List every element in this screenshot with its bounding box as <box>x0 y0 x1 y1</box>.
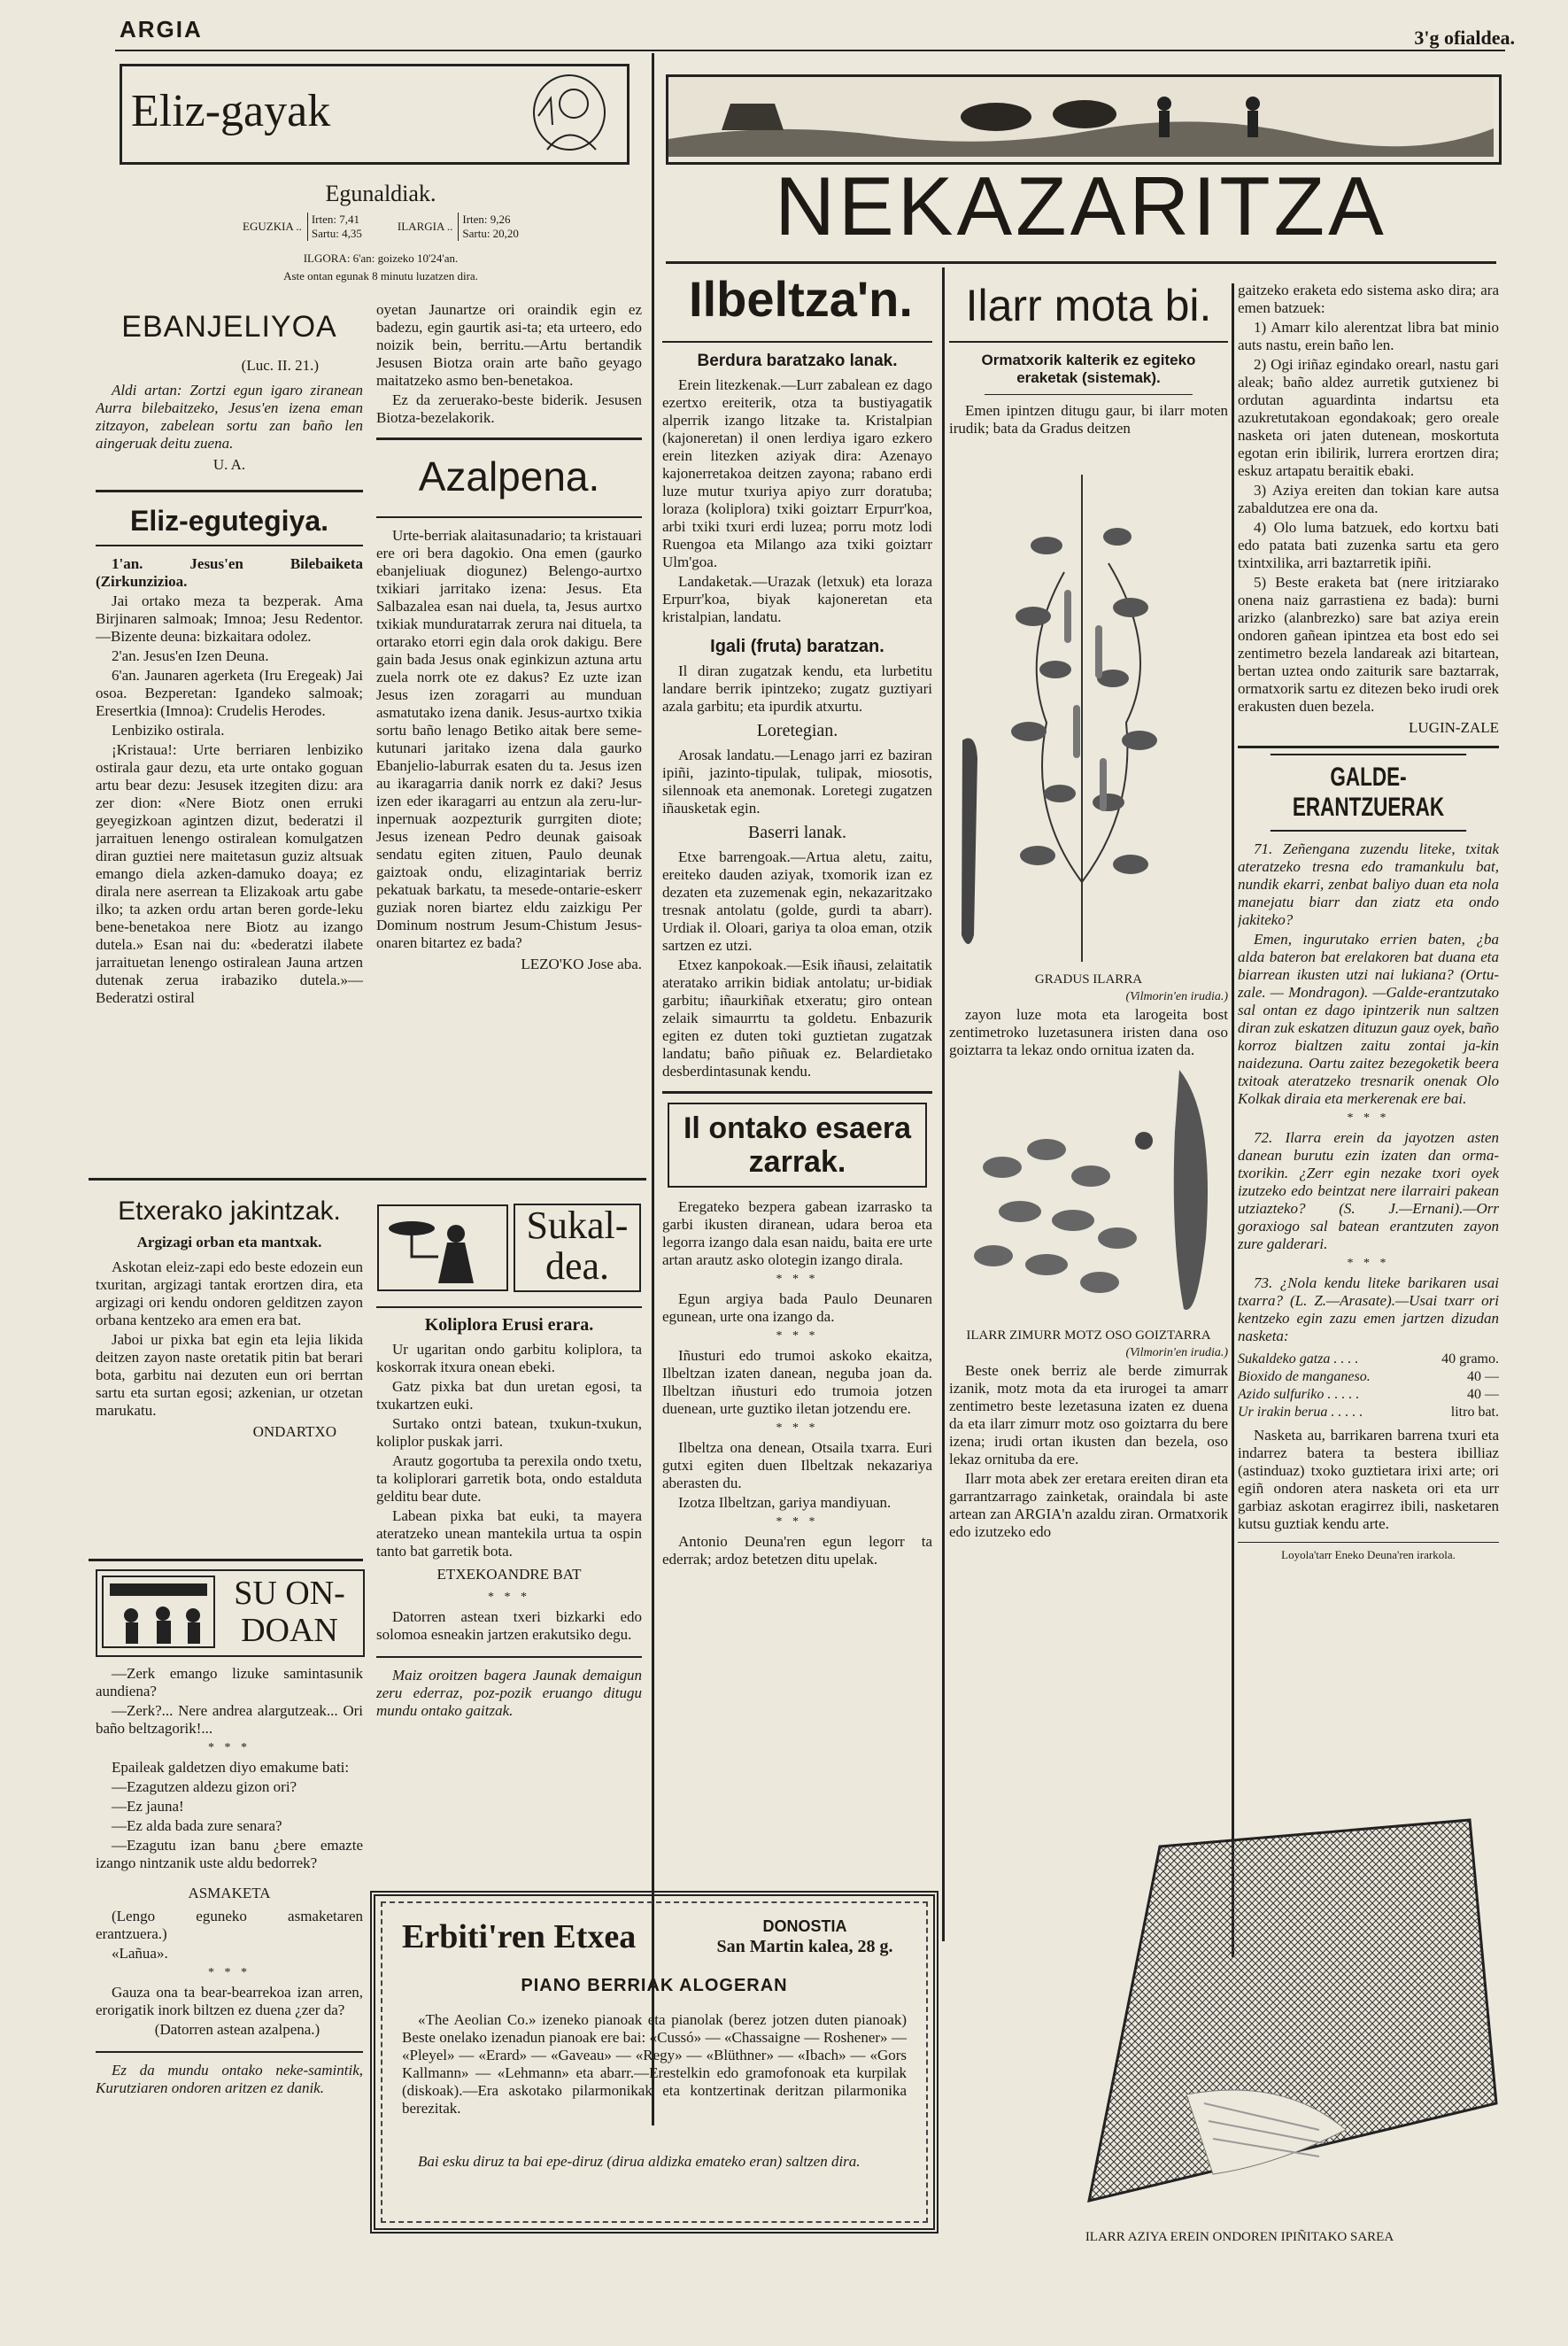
koliplora-step: Surtako ontzi batean, txukun-txukun, koliplor puskak jarri. <box>376 1415 642 1450</box>
section-rule <box>666 261 1496 264</box>
galde-text: 71. Zeñengana zuzendu liteke, txitak ateratzeko tresna edo tramankulu bat, nundik ekarri, zenbat baliyo duan eta nola manejatu biarr dan ziatz eta ondo jakiteko? <box>1238 840 1499 928</box>
etxerako-title: Etxerako jakintzak. <box>118 1196 341 1226</box>
ebanjeliyoa-sign: U. A. <box>212 456 246 473</box>
farm-scene-illustration-icon <box>668 77 1494 157</box>
continuation-text: oyetan Jaunartze ori oraindik egin ez badezu, egin gaurtik asi-ta; eta urteero, edo noizik bein, berritu.—Artu bertandik Jesusen Biotza orain arte baño geyago maitatzeko asmo ben-benetakoa. <box>376 301 642 389</box>
ilar-subtitle: Ormatxorik kalterik ez egiteko eraketak (sistemak). <box>981 352 1196 386</box>
koliplora-step: Gatz pixka bat dun uretan egosi, ta txukartzen euki. <box>376 1378 642 1413</box>
recipe-row: Azido sulfuriko . . . . . 40 — <box>1238 1387 1499 1402</box>
stars-divider: * * * <box>208 1741 251 1754</box>
asmaketa-title: ASMAKETA <box>188 1885 271 1901</box>
fireside-illustration-icon <box>101 1575 216 1649</box>
closing-quote: Ez da mundu ontako neke-samintik, Kurutziaren ondoren aritzen ez danik. <box>96 2062 363 2096</box>
koliplora-step: Labean pixka bat euki, ta mayera ateratzeko unean mantekila urtua ta ospin tanto bat garretik bota. <box>376 1507 642 1560</box>
column-4 <box>949 341 1228 1864</box>
continuation-text: Ez da zeruerako-beste biderik. Jesusen Biotza-bezelakorik. <box>376 391 642 426</box>
esaera-text: Egun argiya bada Paulo Deunaren egunean, urte ona izango da. <box>662 1290 932 1325</box>
recipe-row: Bioxido de manganeso. 40 — <box>1238 1369 1499 1384</box>
section-rule <box>89 1178 646 1181</box>
ilar-title: Ilarr mota bi. <box>965 281 1212 330</box>
page-number: 3'g ofialdea. <box>1414 27 1515 49</box>
ebanjeliyoa-text: Aldi artan: Zortzi egun igaro ziranean Aurra bilebaitzeko, Jesus'en izena eman zitzayon, zabelean sortu zan baño len aingeruak deitu zuena. <box>96 382 363 452</box>
col5-text: 1) Amarr kilo alerentzat libra bat minio auts nastu, erein baño len. <box>1238 319 1499 353</box>
dwarf-pea-plant-illustration-icon <box>949 1061 1228 1327</box>
short-rule <box>985 394 1193 395</box>
ad-piano-heading: PIANO BERRIAK ALOGERAN <box>521 1976 788 1995</box>
dialog-line: Epaileak galdetzen diyo emakume bati: <box>112 1759 350 1776</box>
stars-divider: * * * <box>776 1421 819 1435</box>
masthead-left: ARGIA <box>120 16 203 43</box>
ad-body: «The Aeolian Co.» izeneko pianoak eta pianolak (berez jotzen duten pianoak) Beste onelako izenadun pianoak ere bai: «Cussó» — «Chassaigne — Roshener» — «Pleyel» — «Erard» — «Gaveau» — «Regy» — «Blüthner» — «Ibach» — «Gors Kallmann» — «Lehmann» eta abarr.—Erestelkin edo gramofonoak eta kurpilak (diskoak).—Era askotako pilarmonikak eta kontzertinak deritzan pilarmonika berezitak. <box>402 2011 907 2117</box>
egutegiya-entry: 2'an. Jesus'en Izen Deuna. <box>112 647 269 664</box>
esaera-text: Ilbeltza ona denean, Otsaila txarra. Euri gutxi egiten duen Ilbeltzak nekazariya aberasten du. <box>662 1439 932 1491</box>
stars-divider: * * * <box>776 1329 819 1343</box>
su-ondoan-title: SU ON- DOAN <box>234 1575 345 1649</box>
koliplora-section <box>376 1306 642 1873</box>
esaera-text: Iñusturi edo trumoi askoko ekaitza, Ilbeltzan izaten danean, neguba joan da. Ilbeltzan iñusturi edo trumoia jotzen duenean, urte guztiko iletan jotzendu ere. <box>662 1347 932 1417</box>
section-rule <box>662 341 932 343</box>
stars-divider: * * * <box>208 1966 251 1979</box>
ilbeltza-title: Ilbeltza'n. <box>689 271 913 327</box>
asmaketa-line: «Lañua». <box>112 1945 168 1962</box>
section-rule <box>89 1559 363 1561</box>
recipe-row: Sukaldeko gatza . . . . 40 gramo. <box>1238 1351 1499 1367</box>
asmaketa-line: Gauza ona ta bear-bearrekoa izan arren, erorigatik inork biltzen ez duena ¿zer da? <box>96 1984 363 2018</box>
koliplora-step: Ur ugaritan ondo garbitu koliplora, ta koskorrak itxura onean ebeki. <box>376 1341 642 1375</box>
dialog-line: —Ez alda bada zure senara? <box>112 1817 282 1834</box>
column-2 <box>376 301 642 1187</box>
etxekoandre-sign: ETXEKOANDRE BAT <box>436 1566 582 1583</box>
galde-text: 72. Ilarra erein da jayotzen asten danean burutu ezin izaten dan orma-txorikin. ¿Zerr egin nezake txori oyek izutzeko edo beintzat nere ilarrairi pakean utziazteko? (S. J.—Ernani).—Orr goraxiogo sal batean erantzuten zayon zure galderari. <box>1238 1129 1499 1252</box>
ad-company-name: Erbiti'ren Etxea <box>402 1918 637 1955</box>
moon-rise: Irten: 9,26 <box>462 213 511 226</box>
gradus-caption: GRADUS ILARRA <box>1034 972 1143 987</box>
section-rule <box>949 341 1228 343</box>
asmaketa-line: (Datorren astean azalpena.) <box>154 2021 321 2038</box>
egutegiya-entry: 6'an. Jaunaren agerketa (Iru Eregeak) Jai osoa. Bezperetan: Igandeko salmoak; Eresertkia (Imnoa): Crudelis Herodes. <box>96 667 363 719</box>
moon-set: Sartu: 20,20 <box>462 227 519 240</box>
stars-divider: * * * <box>776 1515 819 1529</box>
azalpena-text: Urte-berriak alaitasunadario; ta kristauari ere ori bera dagokio. Ona emen (gaurko ebanjeliuak diogunez) Belengo-aurtxo txikiari jarritako izena: Jesus. Eta Salbazalea esan nai duela, ta, Jesus aurtxo txikiak munduratarrak zerura nai dituela, ta ortarako etorri egin dala orok dakigu. Bere gain bada Jesus onak eginkizun aztuna artu zuela norrk ote ez dakus? Ez uzte izan Jesus izen zoragarri au munduan asmatutako izena danik. Jesus-aurtxo txikia sortu baño lenago Betiko aitak bere seme-kutunari jaritako izena dala gaurko Ebanjelio-laburrak esaten du ta. Jesus izen au ikaragarria danik norrk ez daki? Jesus izen eder ikaragarri au entzun ala zeru-lur-inpernuak aozpezturik gurrgiten diote; Jesus izenean Pedro deunak gaisoak sendatu egiten zituen, Paulo deunak gaiztoak ondu, elizagintariak berriz pekatuak barkatu, ta mesede-ontarie-eskerr guziak noren biartez eldu zaizkigu Per Dominum nostrum Jesum-Chistum Jesus-onaren bitartez ez bada? <box>376 527 642 951</box>
eliz-gayak-banner <box>120 64 630 165</box>
ad-city: DONOSTIA <box>762 1917 847 1935</box>
recipe-table <box>1238 1351 1499 1421</box>
vilmorin-credit-2: (Vilmorin'en irudia.) <box>1125 1346 1228 1359</box>
loretegian-title: Loretegian. <box>756 721 838 740</box>
azalpena-sign: LEZO'KO Jose aba. <box>521 956 642 972</box>
col5-text: gaitzeko eraketa edo sistema asko dira; ara emen batzuek: <box>1238 282 1499 316</box>
esaera-title: Il ontako esaera zarrak. <box>668 1103 927 1188</box>
ad-terms: Bai esku diruz ta bai epe-diruz (dirua aldizka emateko eran) saltzen dira. <box>418 2153 861 2170</box>
dialog-line: —Ezagutzen aldezu gizon ori? <box>112 1778 297 1795</box>
section-rule <box>376 1656 642 1658</box>
egutegiya-entry: Jai ortako meza ta bezperak. Ama Birjinaren salmoak; Imnoa; Jesu Redentor.—Bizente deuna: bizkaitara odolez. <box>96 592 363 645</box>
esaera-text: Antonio Deuna'ren egun legorr ta ederrak; ardoz betetzen ditu upelak. <box>662 1533 932 1568</box>
luc-reference: (Luc. II. 21.) <box>241 357 319 374</box>
stars-divider: * * * <box>776 1273 819 1286</box>
stars-divider: * * * <box>1347 1111 1390 1125</box>
column-divider <box>942 267 945 1941</box>
chef-illustration-icon <box>376 1204 509 1292</box>
asmaketa-line: (Lengo eguneko asmaketaren erantzuera.) <box>96 1908 363 1942</box>
short-rule <box>1238 1542 1499 1543</box>
berdura-title: Berdura baratzako lanak. <box>697 352 898 370</box>
ilar-after-2: Ilarr mota abek zer eretara ereiten diran eta garrantzarrago zainketak, oraindala bi aste artean zan ARGIA'n azaldu ziran. Ormatxorik edo izutzeko edo <box>949 1470 1228 1540</box>
egutegiya-title: Eliz-egutegiya. <box>129 505 329 537</box>
sukaldea-banner <box>376 1200 642 1297</box>
dialog-line: —Ezagutu izan banu ¿bere emazte izango nintzanik uste aldu bedorrek? <box>96 1837 363 1871</box>
landaketak-text: Landaketak.—Urazak (letxuk) eta loraza Erpurr'koa, biyak kajoneretan eta kristalpian, landatu. <box>662 573 932 625</box>
stars-divider: * * * <box>488 1591 530 1604</box>
sukaldea-title: Sukal- dea. <box>514 1204 641 1292</box>
sun-label: EGUZKIA .. <box>243 220 302 233</box>
dialog-line: —Zerk emango lizuke samintasunik aundiena? <box>96 1665 363 1699</box>
col5-text: 3) Aziya ereiten dan tokian kare autsa zabaldutzea ere ona da. <box>1238 482 1499 516</box>
loyola-imprint: Loyola'tarr Eneko Deuna'ren irarkola. <box>1281 1548 1456 1561</box>
esaera-text: Eregateko bezpera gabean izarrasko ta garbi ikusten diranean, udara beroa eta legorra izango dala esan naidu, baita ere urte artan arautz asko olotegin izango dirala. <box>662 1198 932 1268</box>
sun-rise: Irten: 7,41 <box>311 213 359 226</box>
section-rule <box>96 490 363 492</box>
section-rule <box>96 545 363 546</box>
erein-text: Erein litezkenak.—Lurr zabalean ez dago ezertxo ereiterik, otza ta bustiyagatik alperrik izango litzake ta. Kristalpian (kajoneretan) il onen lerdiya igaro ezkero erein litezken aziyak dira: Azenayo kajonerretakoa deitzen zayona; rabano erdi luze mutur txuriya apiyo zurr doratuba; loraza (koliplora) txiki goiztarr Erpurr'koa, arbi txiki txuri erdi luzea; porru motz lodi Ruengoa eta Milango aza txiki goiztarr Ulm'goa. <box>662 376 932 570</box>
column-divider <box>1232 283 1234 1957</box>
col5-text: 4) Olo luma batzuek, edo kortxu bati edo patata bati zuzenka sartu eta gero txintxilika, arri baztarretik ipiñi. <box>1238 519 1499 571</box>
ilar-after-1: zayon luze mota eta larogeita bost zentimetroko luzetasunera iristen dana oso goiztarra ta lekaz ondo ornitua izaten da. <box>949 1006 1228 1058</box>
galde-text: Emen, ingurutako errien baten, ¿ba alda bateron bat erelakoren bat duana eta biarrean ikusten utzi nai lukiana? (Ortu-zale. — Mondragon). —Galde-erantzutako sal ontan ez dago ipintzerik nun saltzen diran zuk eskatzen dituzun gauz oyek, baño korroz bialtzen zaitu zontai ja-kin naidezuna. Oartu zaitez bezegoketik beera txitoak ateratzeko tresnarik onenak Olo Kolkak diraia eta merkerenak ere bai. <box>1238 931 1499 1107</box>
sarea-illustration <box>1054 1811 1514 2218</box>
galde-text: Nasketa au, barrikaren barrena txuri eta indarrez batera ta bestera ibilliaz (astinduaz) txoko guztietara irixi arte; ori egiñ ondoren atera nasketa ori eta urr garbiaz askotan eragirrez ibili, nasketaren kutsu guztiak kendu arte. <box>1238 1427 1499 1532</box>
erbiti-advertisement <box>370 1891 938 2234</box>
igali-text: Il diran zugatzak kendu, eta lurbetitu landare berrik ipintzeko; zugatz guztiyari azala garbitu; eta ipurdik atxurtu. <box>662 662 932 715</box>
koliplora-title: Koliplora Erusi erara. <box>424 1315 594 1335</box>
azalpena-title: Azalpena. <box>418 453 600 499</box>
stars-divider: * * * <box>1347 1257 1390 1270</box>
etxez-kanpo-text: Etxez kanpokoak.—Esik iñausi, zelaitatik ateratako arrikin bidiak antolatu; ur-bidiak garbitu; iñaurkiñak etxeratu; giro ontean zelaik simaurrtu ta goldetu. Enbazurik egiten ez duten toki guztietan zugatzak landatu; baño piñuak ez. Belardietako desberdintasunak kendu. <box>662 956 932 1080</box>
etxerako-text: Askotan eleiz-zapi edo beste edozein eun txuritan, argizagi tantak erortzen dira, eta argizagi ori kendu ondoren gelditzen zayon orbana kentzeko ara emen era bat. <box>96 1258 363 1328</box>
sun-moon-table <box>124 213 637 241</box>
nekazaritza-banner-frame <box>666 74 1502 165</box>
datorren-note: Datorren astean txeri bizkarki edo solomoa esneakin jartzen erakutsiko degu. <box>376 1608 642 1643</box>
igali-title: Igali (fruta) baratzan. <box>710 637 884 656</box>
dwarf-pea-caption: ILARR ZIMURR MOTZ OSO GOIZTARRA <box>966 1328 1211 1343</box>
etxerako-text: Jaboi ur pixka bat egin eta lejia likida deitzen zayon naste oretatik pitin bat berari bota, garbitu nai dezuten eun ori berrtan sartu eta surtan egosi; azkenian, ur otzetan marukatu. <box>96 1331 363 1419</box>
ilgora-line: ILGORA: 6'an: goizeko 10'24'an. <box>303 252 459 265</box>
column-divider <box>652 53 654 2125</box>
etxe-barren-text: Etxe barrengoak.—Artua aletu, zaitu, ereiteko dauden aziyak, txomorik izan ez dezaten eta zuzemenak egin, nekazaritzako tresnak antolatu (golde, gurdi ta abarr). Urdiak il. Oloari, gariya ta oloa eman, otzik sartzen ez utzi. <box>662 848 932 954</box>
column-1 <box>96 301 363 1147</box>
su-ondoan-section <box>96 1665 363 2249</box>
etxerako-sign: ONDARTXO <box>252 1423 336 1440</box>
egutegiya-entry: ¡Kristaua!: Urte berriaren lenbiziko ostirala gaur dezu, eta urte ontako goguan artu bear dezu: Jesusek itzegiten dizu: ara zer dion: «Nere Biotz onen erruki geyegizkoan agintzen dizut, bederatzi il jarraituen lenengo ostiralean komulgatzen diran guztiei nere maitetasun guziz altsuak emango diela azken-damuko doaya; ez dirala nere aserrean ta Elizakoak artu gabe ilko; ta azken ordu artan beren gorde-leku bene-benetakoa nere Biotz au izango dutela.» Esan nai du: «bederatzi ilabete jarraituetan lenengo ostiralean Jauna artzen dutenak zerua irabaziko dutela.»—Bederatzi ostiral <box>96 741 363 1006</box>
galde-text: 73. ¿Nola kendu liteke barikaren usai txarra? (L. Z.—Arasate).—Usai txarr ori kentzeko egin zazu emen jartzen dizudan nasketa: <box>1238 1274 1499 1344</box>
ad-street: San Martin kalea, 28 g. <box>716 1937 893 1956</box>
maiz-quote: Maiz oroitzen bagera Jaunak demaigun zeru ederraz, poz-pozik eruango ditugu mundu ontako gaitzak. <box>376 1667 642 1719</box>
section-rule <box>1238 746 1499 748</box>
section-rule <box>376 1306 642 1308</box>
header-rule <box>115 50 1505 51</box>
etxerako-section <box>96 1191 363 1519</box>
esaera-text: Izotza Ilbeltzan, gariya mandiyuan. <box>678 1494 892 1511</box>
section-rule <box>376 437 642 440</box>
section-rule <box>376 516 642 518</box>
koliplora-step: Arautz gogortuba ta perexila ondo txetu, ta koliplorari garretik bota, ondo estalduta gelditu bear dute. <box>376 1452 642 1505</box>
egunaldiak-title: Egunaldiak. <box>325 181 436 206</box>
dialog-line: —Zerk?... Nere andrea alargutzeak... Ori baño beltzagorik!... <box>96 1702 363 1737</box>
section-rule <box>662 1091 932 1094</box>
su-ondoan-banner <box>96 1569 365 1657</box>
priest-illustration-icon <box>521 72 618 153</box>
ilar-intro: Emen ipintzen ditugu gaur, bi ilarr moten irudik; bata da Gradus deitzen <box>949 402 1228 437</box>
ebanjeliyoa-title: EBANJELIYOA <box>121 310 337 344</box>
aste-line: Aste ontan egunak 8 minutu luzatzen dira. <box>283 269 478 283</box>
ilar-after-2: Beste onek berriz ale berde zimurrak izanik, motz mota da eta irurogei ta amarr zentimetro beste lezetasuna izaten ez duena da eta ilarr zimurr motz oso goiztarra du bere izena; irudi ortan ikusten dan bezela, oso lekaz ornituba da ere. <box>949 1362 1228 1467</box>
column-3 <box>662 341 932 1864</box>
column-5 <box>1238 282 1499 1823</box>
egunaldiak-section <box>124 174 637 298</box>
egutegiya-entry: Lenbiziko ostirala. <box>112 722 225 739</box>
recipe-row: Ur irakin berua . . . . . litro bat. <box>1238 1405 1499 1420</box>
egutegiya-entry: 1'an. Jesus'en Bilebaiketa (Zirkunzizioa. <box>96 555 363 590</box>
etxerako-subtitle: Argizagi orban eta mantxak. <box>136 1234 322 1250</box>
baseri-title: Baserri lanak. <box>747 823 847 842</box>
galde-erantzuerak-title: GALDE-ERANTZUERAK <box>1271 754 1466 832</box>
banner-title: Eliz-gayak <box>131 86 331 136</box>
dialog-line: —Ez jauna! <box>112 1798 184 1815</box>
nekazaritza-title: NEKAZARITZA <box>775 159 1387 252</box>
seed-net-illustration-icon <box>1054 1811 1514 2218</box>
arosak-text: Arosak landatu.—Lenago jarri ez baziran ipiñi, jazinto-tipulak, tulipak, miosotis, silennoak eta anemonak. Loretegi zugatzen iñausketak egin. <box>662 747 932 817</box>
section-rule <box>96 2051 363 2053</box>
sun-set: Sartu: 4,35 <box>311 227 362 240</box>
gradus-pea-plant-illustration-icon <box>949 439 1228 971</box>
lugin-zale-sign: LUGIN-ZALE <box>1409 719 1499 736</box>
moon-label: ILARGIA .. <box>397 220 453 233</box>
col5-text: 5) Beste eraketa bat (nere iritziarako onena naiz garrastiena ez bada): burni arizko (alanbrezko) sare bat aziya erein ondoren gañean ipintzea eta bost edo sei zentimetro bezela landareak azi bitartean, bertan uztea ondo zaiturik sare baztarrak, ormatxorik sartu ez ditezen beko irudi orek erakusten duen bezela. <box>1238 574 1499 715</box>
col5-text: 2) Ogi iriñaz egindako orearl, nastu gari aleak; baño aldez aurretik gutxienez bi ordutan aguardinta indartsu eta azukretutakoan egondakoak; gero oreale nasketa ori jaten dutenean, moskortuta egotan erin ibilirik, lurrera erortzen dira; eskuz artapatu beraitik ebaki. <box>1238 356 1499 479</box>
vilmorin-credit-1: (Vilmorin'en irudia.) <box>1125 990 1228 1003</box>
sarea-caption: ILARR AZIYA EREIN ONDOREN IPIÑITAKO SAREA <box>1085 2230 1394 2244</box>
